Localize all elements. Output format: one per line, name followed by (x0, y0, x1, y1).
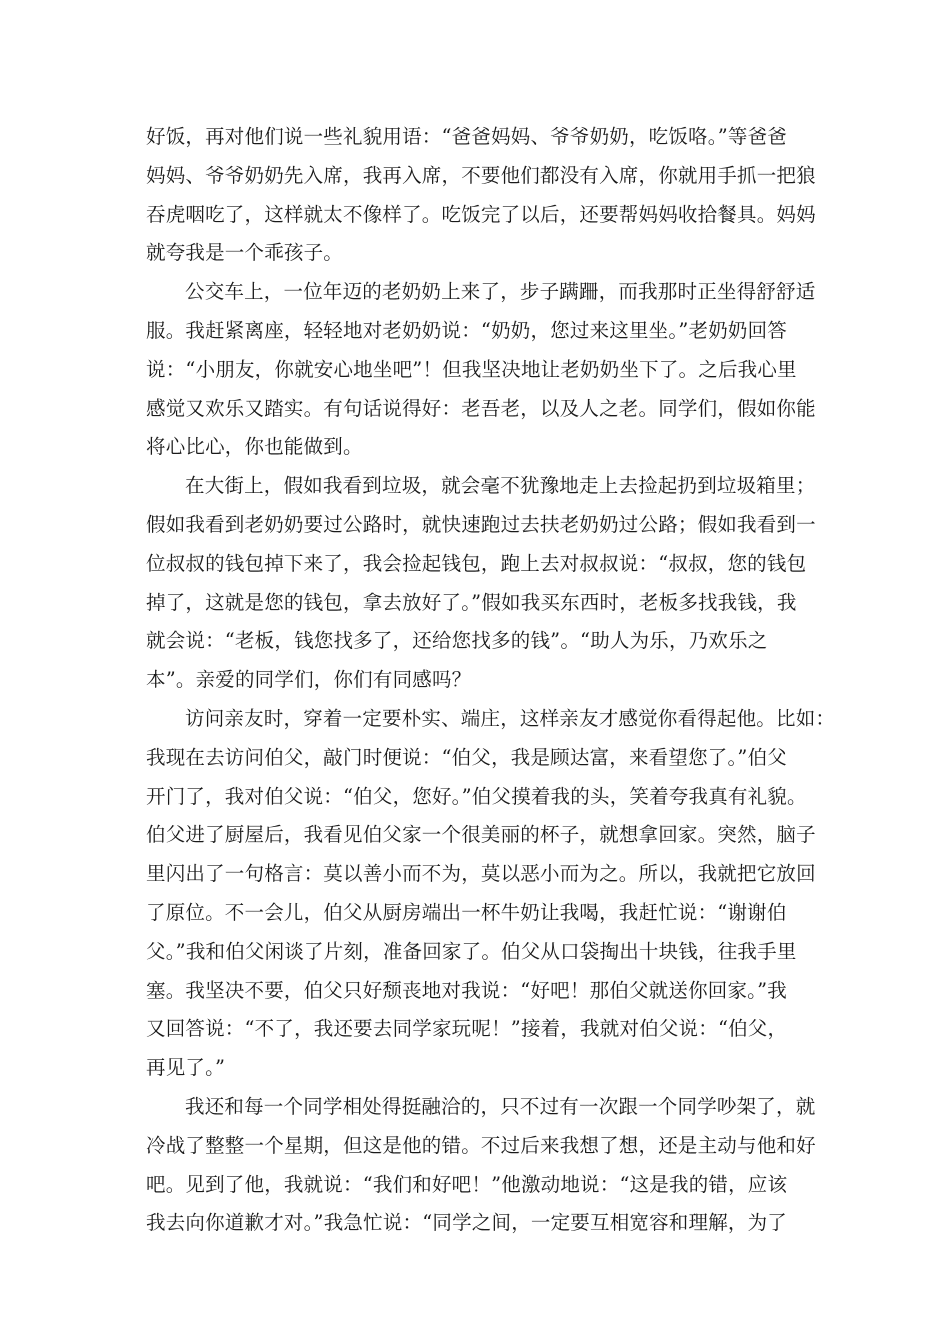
text-line: 服。我赶紧离座，轻轻地对老奶奶说：“奶奶，您过来这里坐。”老奶奶回答 (146, 318, 787, 342)
text-line: 假如我看到老奶奶要过公路时，就快速跑过去扶老奶奶过公路；假如我看到一 (146, 512, 816, 536)
body-text (146, 118, 836, 1243)
paragraph-first-line: 访问亲友时，穿着一定要朴实、端庄，这样亲友才感觉你看得起他。比如： (185, 706, 836, 730)
text-line: 我去向你道歉才对。”我急忙说：“同学之间，一定要互相宽容和理解，为了 (146, 1211, 787, 1235)
text-line: 里闪出了一句格言：莫以善小而不为，莫以恶小而为之。所以，我就把它放回 (146, 862, 816, 886)
text-line: 冷战了整整一个星期，但这是他的错。不过后来我想了想，还是主动与他和好 (146, 1133, 816, 1157)
text-line: 再见了。” (146, 1056, 226, 1080)
text-line: 了原位。不一会儿，伯父从厨房端出一杯牛奶让我喝，我赶忙说：“谢谢伯 (146, 900, 787, 924)
text-line: 开门了，我对伯父说：“伯父，您好。”伯父摸着我的头，笑着夸我真有礼貌。 (146, 784, 807, 808)
text-line: 吞虎咽吃了，这样就太不像样了。吃饭完了以后，还要帮妈妈收拾餐具。妈妈 (146, 202, 816, 226)
text-line: 好饭，再对他们说一些礼貌用语：“爸爸妈妈、爷爷奶奶，吃饭咯。”等爸爸 (146, 125, 787, 148)
text-line: 我现在去访问伯父，敲门时便说：“伯父，我是顾达富，来看望您了。”伯父 (146, 745, 787, 769)
paragraph-first-line: 公交车上，一位年迈的老奶奶上来了，步子蹒跚，而我那时正坐得舒舒适 (185, 280, 816, 304)
text-line: 妈妈、爷爷奶奶先入席，我再入席，不要他们都没有入席，你就用手抓一把狼 (146, 163, 816, 187)
text-line: 将心比心，你也能做到。 (146, 435, 363, 459)
text-line: 塞。我坚决不要，伯父只好颓丧地对我说：“好吧！那伯父就送你回家。”我 (146, 978, 787, 1002)
text-line: 说：“小朋友，你就安心地坐吧”！但我坚决地让老奶奶坐下了。之后我心里 (146, 357, 797, 381)
text-line: 就夸我是一个乖孩子。 (146, 241, 344, 265)
text-line: 位叔叔的钱包掉下来了，我会捡起钱包，跑上去对叔叔说：“叔叔，您的钱包 (146, 551, 807, 575)
paragraph-first-line: 在大街上，假如我看到垃圾，就会毫不犹豫地走上去捡起扔到垃圾箱里； (185, 474, 816, 498)
paragraph-first-line: 我还和每一个同学相处得挺融洽的，只不过有一次跟一个同学吵架了，就 (185, 1094, 816, 1118)
text-line: 父。”我和伯父闲谈了片刻，准备回家了。伯父从口袋掏出十块钱，往我手里 (146, 939, 797, 963)
text-line: 伯父进了厨屋后，我看见伯父家一个很美丽的杯子，就想拿回家。突然，脑子 (146, 823, 816, 847)
text-line: 又回答说：“不了，我还要去同学家玩呢！”接着，我就对伯父说：“伯父， (146, 1017, 788, 1041)
text-line: 本”。亲爱的同学们，你们有同感吗？ (146, 668, 472, 692)
text-line: 掉了，这就是您的钱包，拿去放好了。”假如我买东西时，老板多找我钱，我 (146, 590, 797, 614)
text-line: 就会说：“老板，钱您找多了，还给您找多的钱”。“助人为乐，乃欢乐之 (146, 629, 768, 653)
text-line: 感觉又欢乐又踏实。有句话说得好：老吾老，以及人之老。同学们，假如你能 (146, 396, 816, 420)
text-line: 吧。见到了他，我就说：“我们和好吧！”他激动地说：“这是我的错，应该 (146, 1172, 788, 1196)
